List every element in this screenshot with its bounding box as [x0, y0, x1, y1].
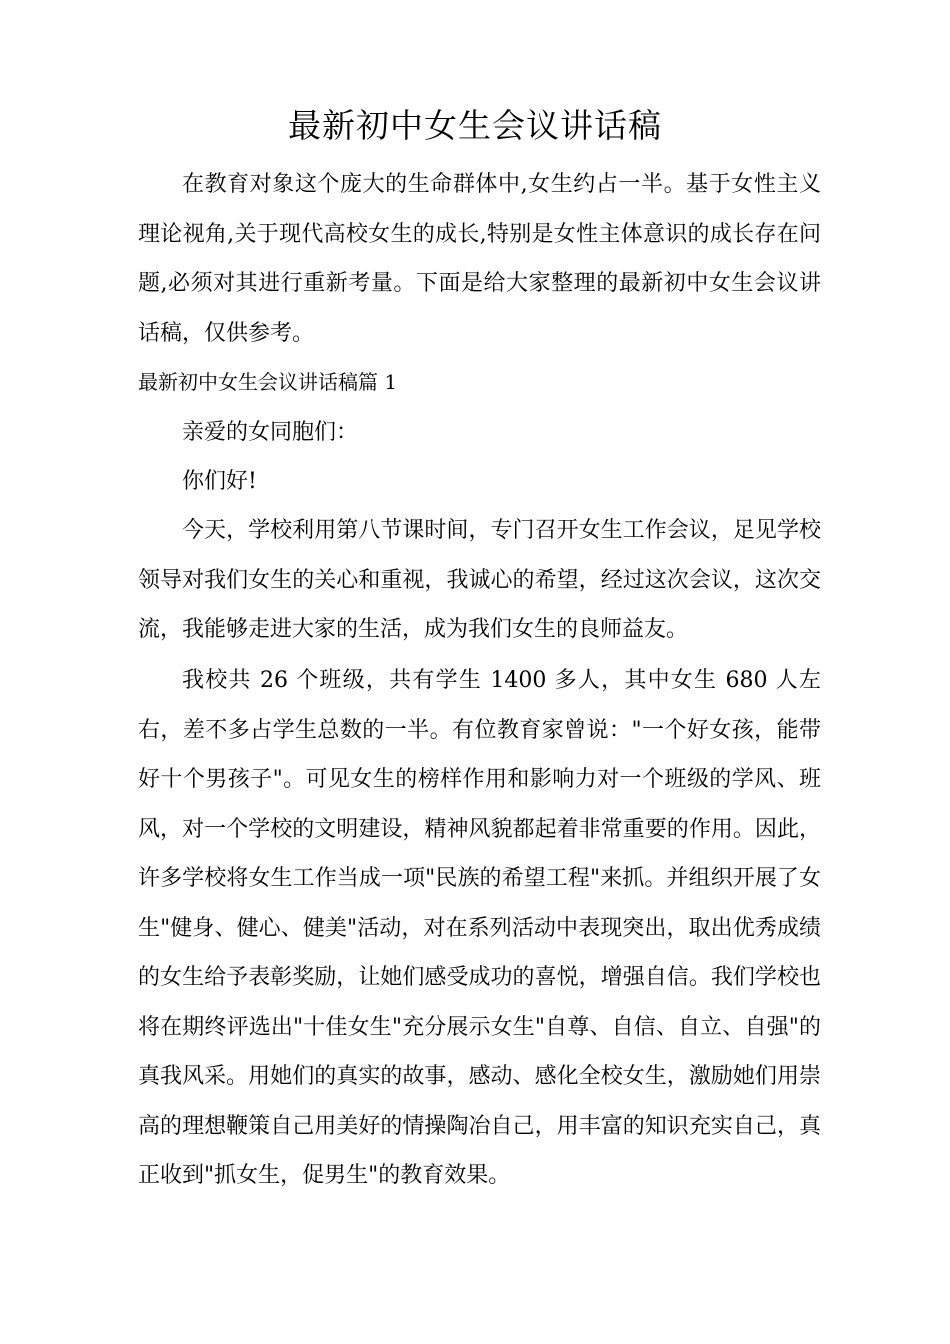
- section-heading: 最新初中女生会议讲话稿篇 1: [138, 370, 398, 394]
- body-paragraph-1: 今天，学校利用第八节课时间，专门召开女生工作会议，足见学校领导对我们女生的关心和重视，我诚心的希望，经过这次会议，这次交流，我能够走进大家的生活，成为我们女生的良师益友。: [138, 518, 821, 642]
- document-title: 最新初中女生会议讲话稿: [288, 106, 662, 145]
- greeting: 你们好!: [182, 469, 257, 494]
- intro-paragraph: 在教育对象这个庞大的生命群体中,女生约占一半。基于女性主义理论视角,关于现代高校女生的成长,特别是女性主体意识的成长存在问题,必须对其进行重新考量。下面是给大家整理的最新初中女生会议讲话稿，仅供参考。: [138, 172, 821, 346]
- body-paragraph-2: 我校共 26 个班级，共有学生 1400 多人，其中女生 680 人左右，差不多占学生总数的一半。有位教育家曾说："一个好女孩，能带好十个男孩子"。可见女生的榜样作用和影响力对一个班级的学风、班风，对一个学校的文明建设，精神风貌都起着非常重要的作用。因此，许多学校将女生工作当成一项"民族的希望工程"来抓。并组织开展了女生"健身、健心、健美"活动，对在系列活动中表现突出，取出优秀成绩的女生给予表彰奖励，让她们感受成功的喜悦，增强自信。我们学校也将在期终评选出"十佳女生"充分展示女生"自尊、自信、自立、自强"的真我风采。用她们的真实的故事，感动、感化全校女生，激励她们用崇高的理想鞭策自己用美好的情操陶冶自己，用丰富的知识充实自己，真正收到"抓女生，促男生"的教育效果。: [138, 668, 821, 1188]
- salutation: 亲爱的女同胞们：: [182, 420, 359, 445]
